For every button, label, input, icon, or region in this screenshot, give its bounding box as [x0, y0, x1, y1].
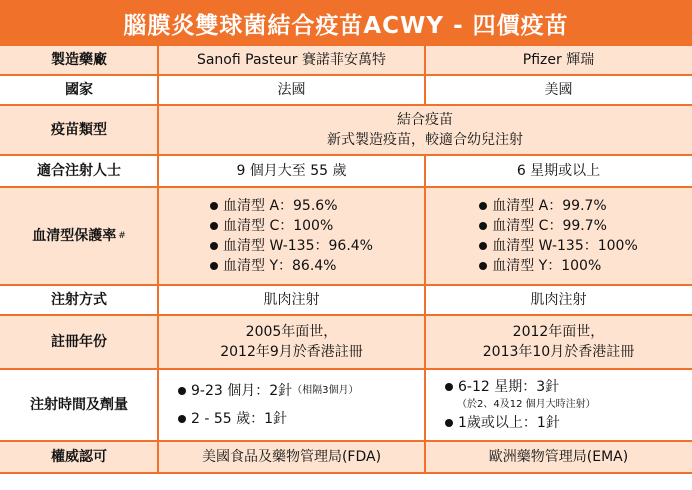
row-type: [0, 106, 692, 154]
registration-b: 2012年面世， 2013年10月於香港註冊: [482, 324, 635, 360]
list-item: 血清型 W-135：100%: [479, 236, 638, 256]
list-item: 血清型 A：99.7%: [479, 196, 607, 216]
row-method: [0, 286, 692, 314]
list-item: 血清型 A：95.6%: [210, 196, 338, 216]
label-serum: [0, 188, 158, 284]
authority-b: 歐洲藥物管理局(EMA): [488, 449, 629, 465]
footnote-mark: #: [118, 231, 126, 241]
divider: [0, 74, 692, 76]
list-item: 血清型 Y：86.4%: [210, 256, 336, 276]
bullet-icon: [479, 202, 487, 210]
manufacturer-a: Sanofi Pasteur 賽諾菲安萬特: [196, 52, 387, 68]
dosage-a: [158, 370, 425, 440]
divider: [0, 154, 692, 156]
registration-a: 2005年面世， 2012年9月於香港註冊: [220, 324, 363, 360]
dosage-b: 6-12 星期：3針 （於2、4及12 個月大時注射） 1歲或以上：1針: [425, 370, 692, 440]
method-a: 肌肉注射: [263, 292, 320, 308]
divider: [0, 472, 692, 474]
label-serum-text: 血清型保護率: [32, 228, 117, 244]
serum-b: [425, 188, 692, 284]
method-b: 肌肉注射: [530, 292, 587, 308]
divider: [0, 314, 692, 316]
label-authority: 權威認可: [51, 449, 107, 465]
page-title: 腦膜炎雙球菌結合疫苗ACWY - 四價疫苗: [0, 0, 692, 46]
label-age: 適合注射人士: [37, 163, 121, 179]
bullet-icon: [445, 383, 453, 391]
type-line1: 結合疫苗: [397, 112, 453, 128]
bullet-icon: [210, 222, 218, 230]
bullet-icon: [445, 419, 453, 427]
authority-a: 美國食品及藥物管理局(FDA): [201, 449, 382, 465]
bullet-icon: [210, 242, 218, 250]
label-dosage: 注射時間及劑量: [30, 397, 128, 413]
bullet-icon: [210, 202, 218, 210]
label-type: 疫苗類型: [51, 122, 107, 138]
row-authority: [0, 442, 692, 472]
row-dosage: [0, 370, 692, 440]
list-item: 血清型 C：100%: [210, 216, 333, 236]
label-country: 國家: [65, 82, 93, 98]
row-manufacturer: [0, 46, 692, 74]
list-item: 1歲或以上：1針: [445, 413, 560, 433]
divider: [157, 46, 159, 472]
bullet-icon: [178, 387, 186, 395]
row-registration: [0, 316, 692, 368]
bullet-icon: [178, 415, 186, 423]
bullet-icon: [479, 222, 487, 230]
divider: [0, 284, 692, 286]
divider: [0, 368, 692, 370]
row-age: [0, 156, 692, 186]
manufacturer-b: Pfizer 輝瑞: [522, 52, 595, 68]
divider: [0, 186, 692, 188]
age-a: 9 個月大至 55 歲: [236, 163, 347, 179]
list-item: 血清型 C：99.7%: [479, 216, 607, 236]
row-serum: [0, 188, 692, 284]
list-item: 血清型 W-135：96.4%: [210, 236, 373, 256]
list-item: 2 - 55 歲：1針: [178, 409, 287, 429]
bullet-icon: [479, 262, 487, 270]
label-method: 注射方式: [51, 292, 107, 308]
country-b: 美國: [544, 82, 573, 98]
divider: [424, 46, 426, 106]
serum-a: [158, 188, 425, 284]
divider: [0, 440, 692, 442]
type-value: [158, 106, 692, 154]
bullet-icon: [479, 242, 487, 250]
bullet-icon: [210, 262, 218, 270]
age-b: 6 星期或以上: [516, 163, 601, 179]
label-manufacturer: 製造藥廠: [51, 52, 107, 68]
list-item: 9-23 個月：2針 （相隔3個月）: [178, 381, 359, 401]
label-registration: 註冊年份: [51, 334, 107, 350]
divider: [0, 104, 692, 106]
country-a: 法國: [277, 82, 306, 98]
list-item: 6-12 星期：3針: [445, 377, 559, 397]
row-country: [0, 76, 692, 104]
list-item: 血清型 Y：100%: [479, 256, 601, 276]
type-line2: 新式製造疫苗，較適合幼兒注射: [327, 132, 523, 148]
